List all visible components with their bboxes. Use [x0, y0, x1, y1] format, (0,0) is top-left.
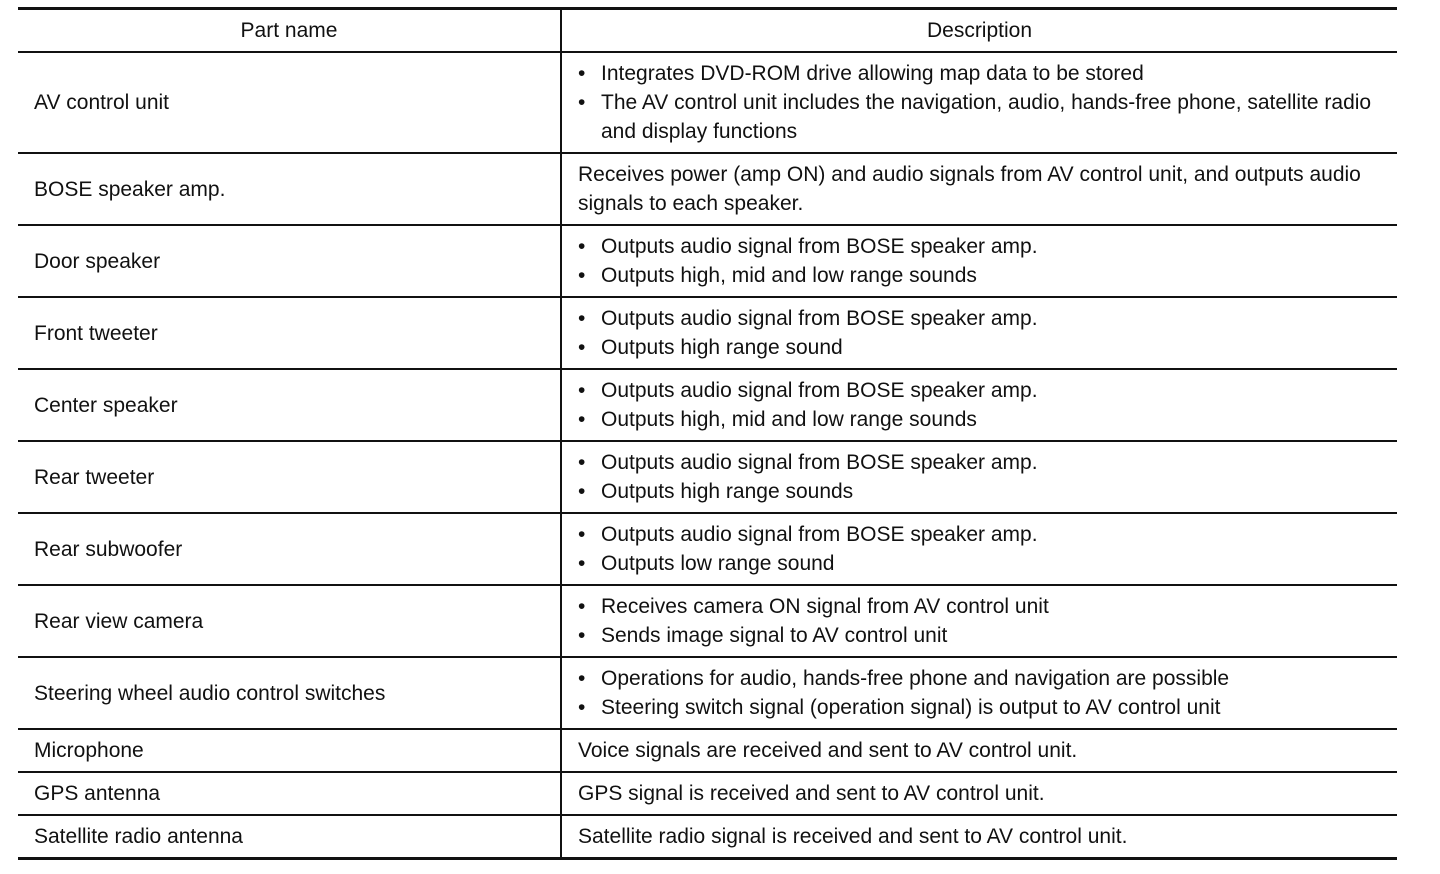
table-row [18, 585, 1397, 657]
description-cell [561, 225, 1397, 297]
description-cell [561, 369, 1397, 441]
description-cell [561, 729, 1397, 772]
part-name-cell: Satellite radio antenna [34, 825, 243, 848]
header-description: Description [561, 9, 1397, 53]
description-bullet-item: • Outputs high range sounds [578, 477, 1383, 506]
table-row [18, 441, 1397, 513]
part-name-cell: Rear tweeter [18, 441, 561, 513]
table-row [18, 52, 1397, 153]
description-bullet-item: • Outputs audio signal from BOSE speaker amp. [578, 304, 1383, 333]
table-body [18, 52, 1397, 859]
part-name-cell: Microphone [18, 729, 561, 772]
description-bullet-item: • Outputs audio signal from BOSE speaker amp. [578, 520, 1383, 549]
description-bullet-item: • Outputs low range sound [578, 549, 1383, 578]
description-cell [561, 772, 1397, 815]
part-name-cell: GPS antenna [18, 772, 561, 815]
description-bullet-item: • Outputs high range sound [578, 333, 1383, 362]
description-cell [561, 441, 1397, 513]
description-bullet-item: • Outputs audio signal from BOSE speaker amp. [578, 232, 1383, 261]
description-bullet-list [578, 664, 1383, 722]
description-bullet-list [578, 592, 1383, 650]
parts-description-table [18, 7, 1397, 860]
description-bullet-list [578, 59, 1383, 146]
description-text: Voice signals are received and sent to AV control unit. [578, 739, 1078, 762]
description-cell [561, 815, 1397, 859]
description-bullet-item: • The AV control unit includes the navigation, audio, hands-free phone, satellite radio and display functions [578, 88, 1383, 146]
part-name-cell: Door speaker [18, 225, 561, 297]
description-cell [561, 52, 1397, 153]
description-cell [561, 585, 1397, 657]
description-bullet-list [578, 232, 1383, 290]
description-bullet-item: • Outputs high, mid and low range sounds [578, 261, 1383, 290]
description-text: Satellite radio signal is received and sent to AV control unit. [578, 825, 1128, 848]
description-bullet-item: • Outputs audio signal from BOSE speaker amp. [578, 376, 1383, 405]
description-bullet-item: • Outputs audio signal from BOSE speaker amp. [578, 448, 1383, 477]
description-cell [561, 513, 1397, 585]
description-bullet-item: • Steering switch signal (operation signal) is output to AV control unit [578, 693, 1383, 722]
description-bullet-item: • Integrates DVD-ROM drive allowing map data to be stored [578, 59, 1383, 88]
description-text: Receives power (amp ON) and audio signals from AV control unit, and outputs audio signals to each speaker. [578, 163, 1361, 215]
description-bullet-list [578, 448, 1383, 506]
description-bullet-list [578, 376, 1383, 434]
description-cell [561, 297, 1397, 369]
table-header-row [18, 9, 1397, 53]
part-name-cell: BOSE speaker amp. [18, 153, 561, 225]
description-bullet-item: • Sends image signal to AV control unit [578, 621, 1383, 650]
part-name-cell: Steering wheel audio control switches [18, 657, 561, 729]
description-text: GPS signal is received and sent to AV control unit. [578, 782, 1045, 805]
part-name-cell: Front tweeter [18, 297, 561, 369]
description-cell [561, 657, 1397, 729]
table-row [18, 815, 1397, 859]
table-row [18, 369, 1397, 441]
table-row [18, 513, 1397, 585]
description-bullet-item: • Receives camera ON signal from AV control unit [578, 592, 1383, 621]
part-name-cell: Rear view camera [18, 585, 561, 657]
table-row [18, 657, 1397, 729]
table-row [18, 772, 1397, 815]
description-bullet-list [578, 304, 1383, 362]
table-row [18, 225, 1397, 297]
table-row [18, 153, 1397, 225]
header-part-name: Part name [18, 9, 561, 53]
description-bullet-list [578, 520, 1383, 578]
description-bullet-item: • Outputs high, mid and low range sounds [578, 405, 1383, 434]
table-row [18, 729, 1397, 772]
description-cell [561, 153, 1397, 225]
part-name-cell: Rear subwoofer [18, 513, 561, 585]
part-name-cell: AV control unit [18, 52, 561, 153]
description-bullet-item: • Operations for audio, hands-free phone and navigation are possible [578, 664, 1383, 693]
part-name-cell: Center speaker [18, 369, 561, 441]
table-row [18, 297, 1397, 369]
